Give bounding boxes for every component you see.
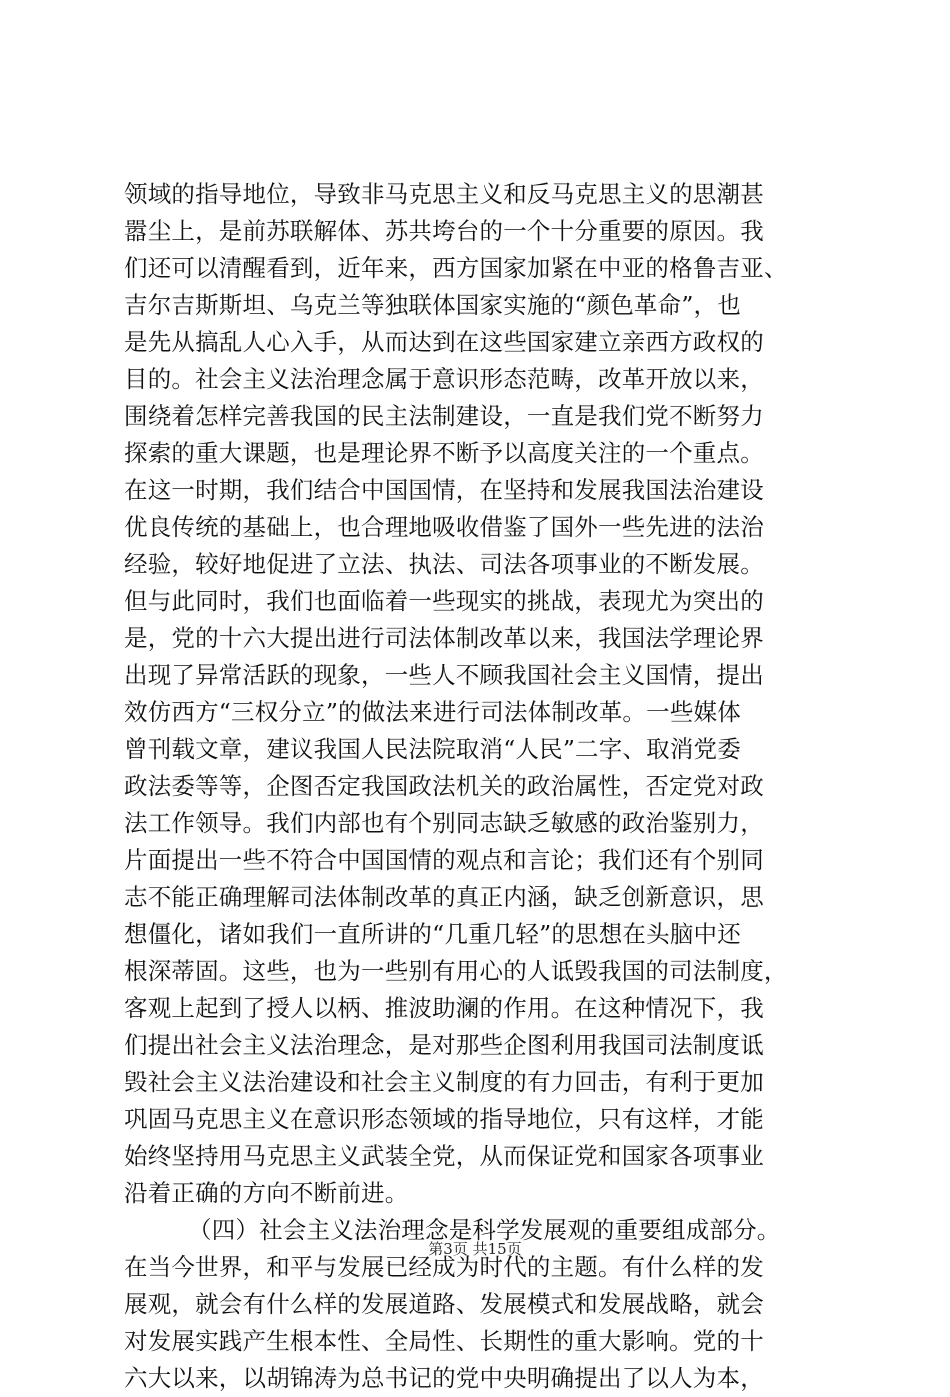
text-line: 目的。社会主义法治理念属于意识形态范畴，改革开放以来，: [124, 365, 764, 393]
text-line: 巩固马克思主义在意识形态领域的指导地位，只有这样，才能: [124, 1105, 764, 1133]
text-line: 在当今世界，和平与发展已经成为时代的主题。有什么样的发: [124, 1253, 764, 1281]
text-line: 根深蒂固。这些，也为一些别有用心的人诋毁我国的司法制度，: [124, 957, 788, 985]
text-line: 毁社会主义法治建设和社会主义制度的有力回击，有利于更加: [124, 1068, 764, 1096]
text-line: 效仿西方“三权分立”的做法来进行司法体制改革。一些媒体: [124, 698, 741, 726]
text-line: 但与此同时，我们也面临着一些现实的挑战，表现尤为突出的: [124, 587, 764, 615]
text-line: 是，党的十六大提出进行司法体制改革以来，我国法学理论界: [124, 624, 764, 652]
text-line: 始终坚持用马克思主义武装全党，从而保证党和国家各项事业: [124, 1142, 764, 1170]
text-line: 展观，就会有什么样的发展道路、发展模式和发展战略，就会: [124, 1290, 764, 1318]
text-line: 围绕着怎样完善我国的民主法制建设，一直是我们党不断努力: [124, 402, 764, 430]
text-line: 想僵化，诸如我们一直所讲的“几重几轻”的思想在头脑中还: [124, 920, 741, 948]
text-line: 客观上起到了授人以柄、推波助澜的作用。在这种情况下，我: [124, 994, 764, 1022]
text-line: 志不能正确理解司法体制改革的真正内涵，缺乏创新意识，思: [124, 883, 764, 911]
text-line: 嚣尘上，是前苏联解体、苏共垮台的一个十分重要的原因。我: [124, 217, 764, 245]
text-line: 六大以来，以胡锦涛为总书记的党中央明确提出了以人为本，: [124, 1364, 764, 1392]
text-line: 领域的指导地位，导致非马克思主义和反马克思主义的思潮甚: [124, 180, 764, 208]
text-line: 法工作领导。我们内部也有个别同志缺乏敏感的政治鉴别力，: [124, 809, 764, 837]
text-line: 是先从搞乱人心入手，从而达到在这些国家建立亲西方政权的: [124, 328, 764, 356]
text-line: 优良传统的基础上，也合理地吸收借鉴了国外一些先进的法治: [124, 513, 764, 541]
text-line: 曾刊载文章，建议我国人民法院取消“人民”二字、取消党委: [124, 735, 741, 763]
text-line: 经验，较好地促进了立法、执法、司法各项事业的不断发展。: [124, 550, 764, 578]
body-text: [124, 176, 844, 1397]
text-line: 探索的重大课题，也是理论界不断予以高度关注的一个重点。: [124, 439, 764, 467]
text-line: 们提出社会主义法治理念，是对那些企图利用我国司法制度诋: [124, 1031, 764, 1059]
text-line: 吉尔吉斯斯坦、乌克兰等独联体国家实施的“颜色革命”，也: [124, 291, 741, 319]
text-line: 们还可以清醒看到，近年来，西方国家加紧在中亚的格鲁吉亚、: [124, 254, 788, 282]
text-line: 沿着正确的方向不断前进。: [124, 1179, 409, 1207]
text-line: 出现了异常活跃的现象，一些人不顾我国社会主义国情，提出: [124, 661, 764, 689]
text-line: 对发展实践产生根本性、全局性、长期性的重大影响。党的十: [124, 1327, 764, 1355]
page-number-footer: 第3页 共15页: [428, 1240, 522, 1258]
text-line: 政法委等等，企图否定我国政法机关的政治属性，否定党对政: [124, 772, 764, 800]
section-heading-line: （四）社会主义法治理念是科学发展观的重要组成部分。: [188, 1216, 781, 1244]
text-line: 在这一时期，我们结合中国国情，在坚持和发展我国法治建设: [124, 476, 764, 504]
text-line: 片面提出一些不符合中国国情的观点和言论；我们还有个别同: [124, 846, 764, 874]
